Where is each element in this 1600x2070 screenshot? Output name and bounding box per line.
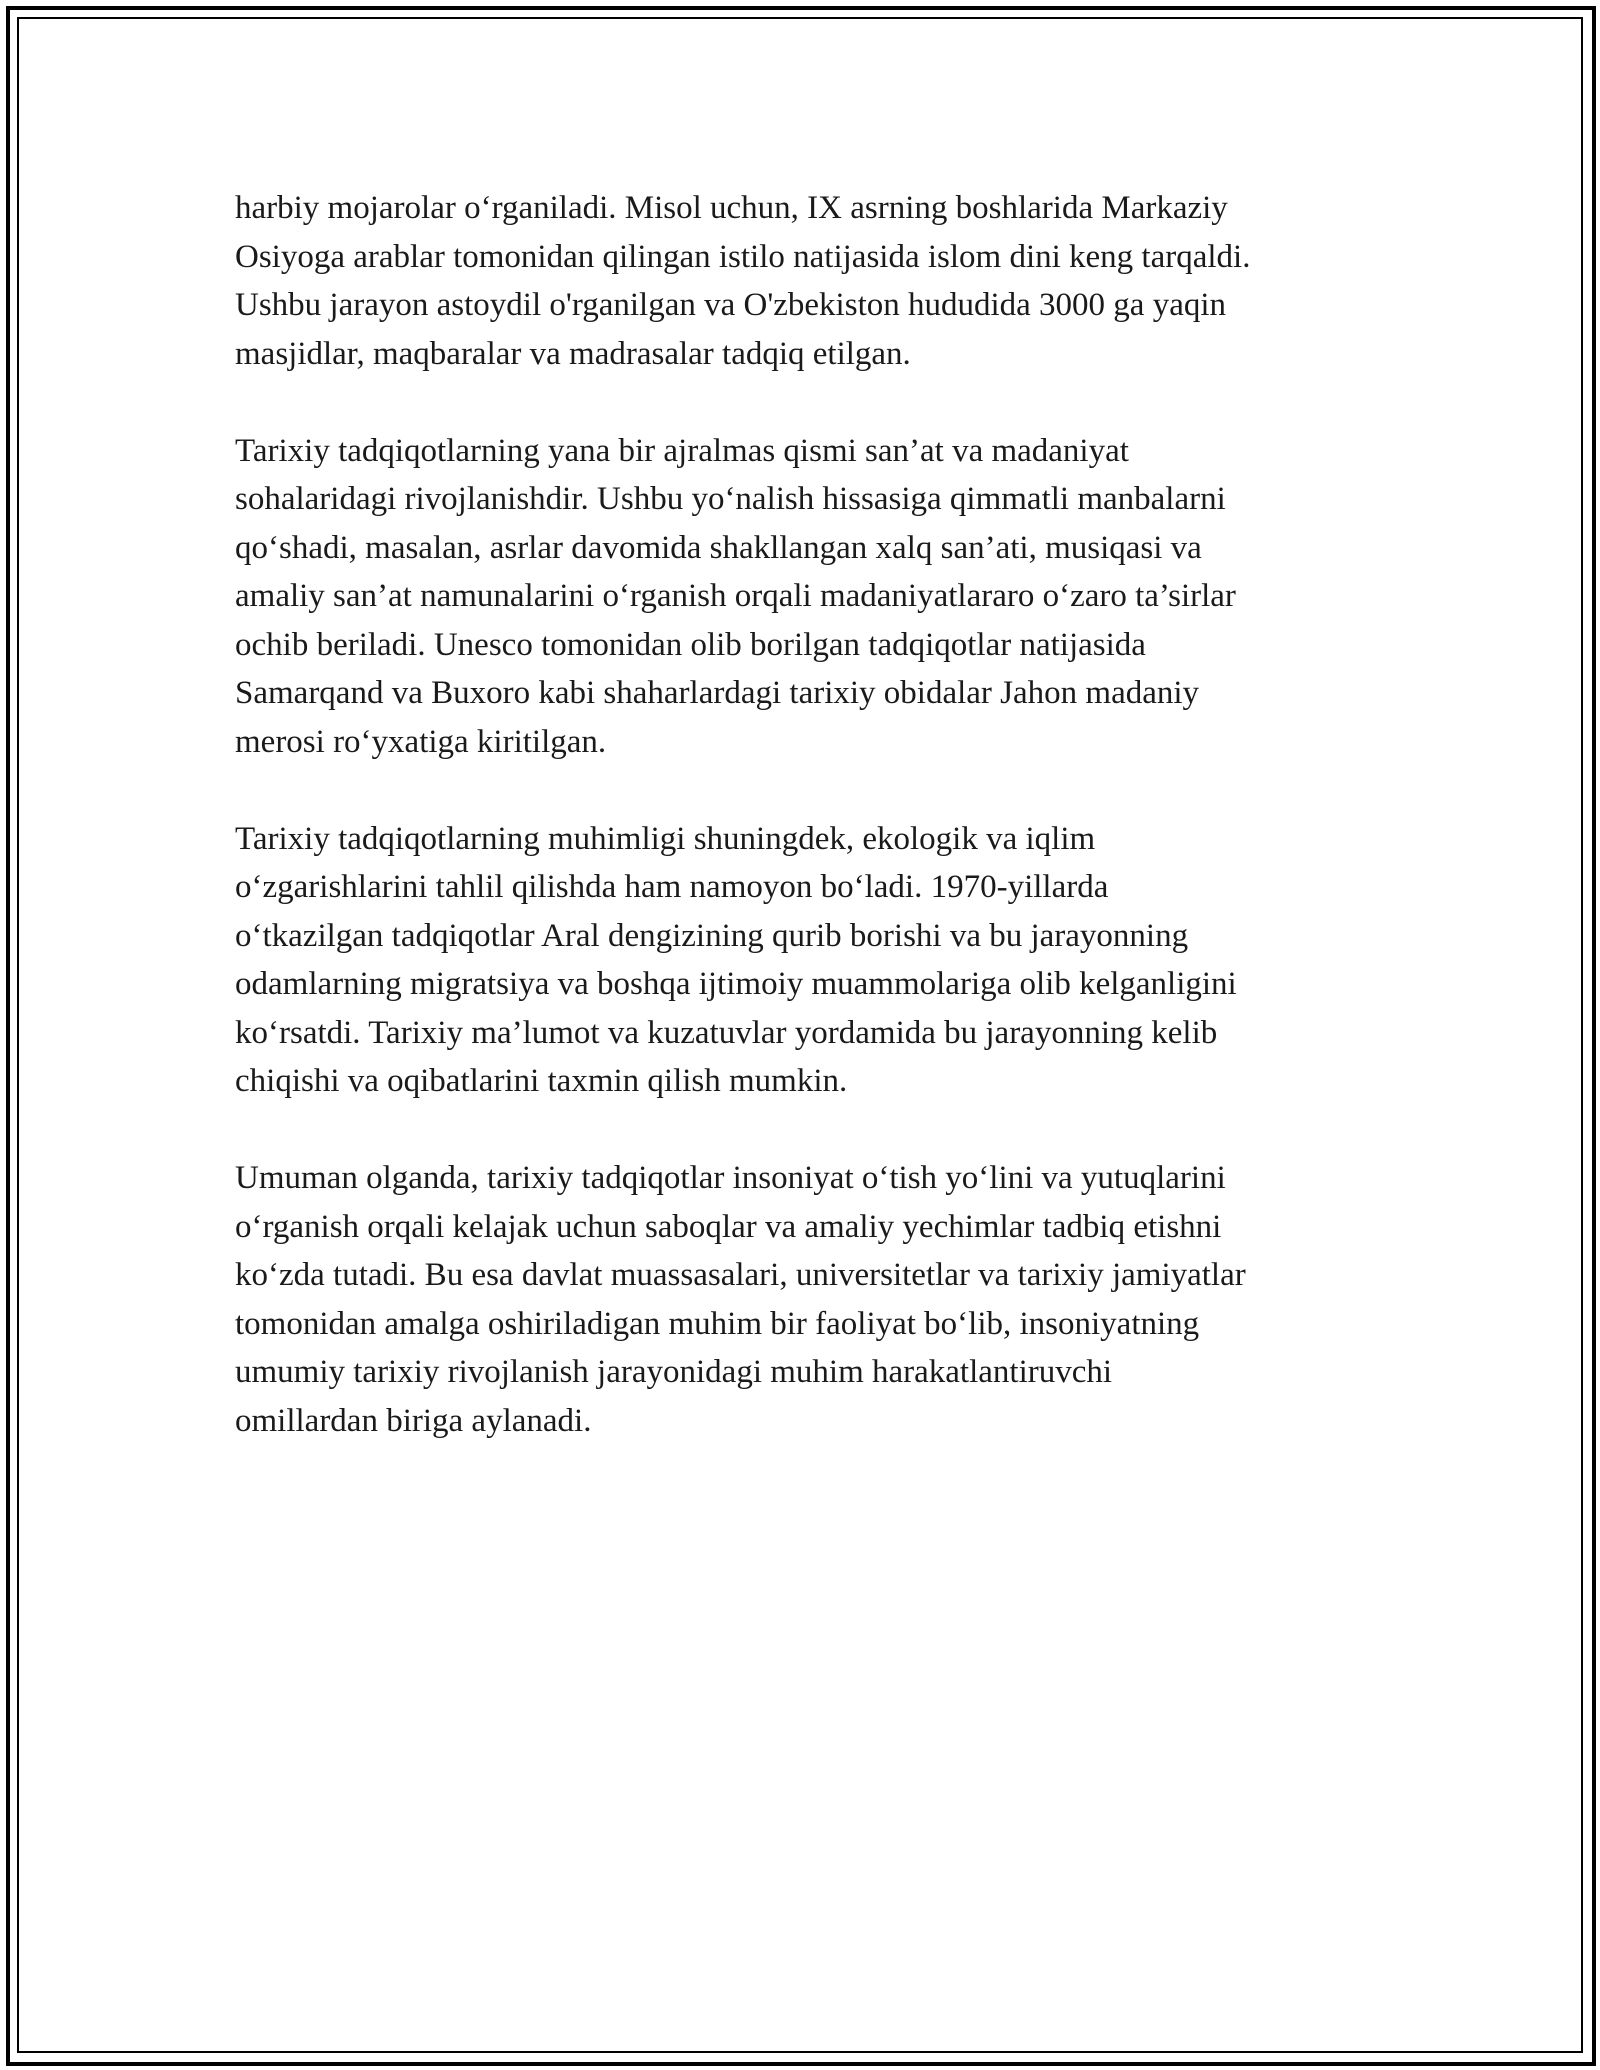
document-body: [235, 184, 1385, 1494]
paragraph-military-conflicts: harbiy mojarolar o‘rganiladi. Misol uchun, IX asrning boshlarida Markaziy Osiyoga arablar tomonidan qilingan istilo natijasida islom dini keng tarqaldi. Ushbu jarayon astoydil o'rganilgan va O'zbekiston hududida 3000 ga yaqin masjidlar, maqbaralar va madrasalar tadqiq etilgan.: [235, 190, 1251, 372]
paragraph-ecology-climate: Tarixiy tadqiqotlarning muhimligi shuningdek, ekologik va iqlim o‘zgarishlarini tahlil qilishda ham namoyon bo‘ladi. 1970-yillarda o‘tkazilgan tadqiqotlar Aral dengizining qurib borishi va bu jarayonning odamlarning migratsiya va boshqa ijtimoiy muammolariga olib kelganligini ko‘rsatdi. Tarixiy ma’lumot va kuzatuvlar yordamida bu jarayonning kelib chiqishi va oqibatlarini taxmin qilish mumkin.: [235, 820, 1237, 1099]
paragraph-art-culture: Tarixiy tadqiqotlarning yana bir ajralmas qismi san’at va madaniyat sohalaridagi rivojlanishdir. Ushbu yo‘nalish hissasiga qimmatli manbalarni qo‘shadi, masalan, asrlar davomida shakllangan xalq san’ati, musiqasi va amaliy san’at namunalarini o‘rganish orqali madaniyatlararo o‘zaro ta’sirlar ochib beriladi. Unesco tomonidan olib borilgan tadqiqotlar natijasida Samarqand va Buxoro kabi shaharlardagi tarixiy obidalar Jahon madaniy merosi ro‘yxatiga kiritilgan.: [235, 432, 1236, 760]
paragraph-conclusion: Umuman olganda, tarixiy tadqiqotlar insoniyat o‘tish yo‘lini va yutuqlarini o‘rganish orqali kelajak uchun saboqlar va amaliy yechimlar tadbiq etishni ko‘zda tutadi. Bu esa davlat muassasalari, universitetlar va tarixiy jamiyatlar tomonidan amalga oshiriladigan muhim bir faoliyat bo‘lib, insoniyatning umumiy tarixiy rivojlanish jarayonidagi muhim harakatlantiruvchi omillardan biriga aylanadi.: [235, 1160, 1246, 1439]
